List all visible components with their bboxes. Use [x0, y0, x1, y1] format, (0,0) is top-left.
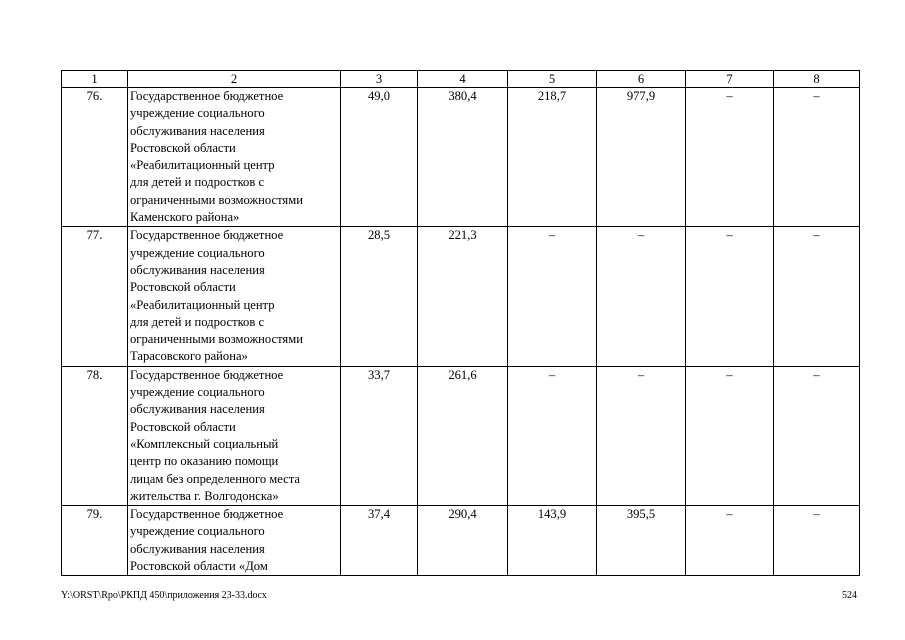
name-line: учреждение социального — [130, 385, 265, 400]
institution-name — [128, 88, 341, 227]
cell-col-6: 977,9 — [597, 88, 686, 227]
name-line: для детей и подростков с — [130, 314, 265, 329]
column-header: 1 — [62, 71, 128, 88]
name-line: Ростовской области — [130, 419, 236, 434]
column-header: 2 — [128, 71, 341, 88]
table-row — [62, 88, 860, 227]
cell-col-4: 380,4 — [418, 88, 508, 227]
data-table — [61, 70, 860, 576]
row-number: 77. — [62, 227, 128, 366]
name-line: учреждение социального — [130, 106, 265, 121]
cell-col-6: – — [597, 366, 686, 505]
name-line: учреждение социального — [130, 524, 265, 539]
page-number: 524 — [842, 590, 857, 601]
name-line: лицам без определенного места — [130, 471, 300, 486]
column-header: 3 — [341, 71, 418, 88]
cell-col-4: 221,3 — [418, 227, 508, 366]
column-header: 8 — [774, 71, 860, 88]
name-line: Государственное бюджетное — [130, 367, 284, 382]
name-line: ограниченными возможностями — [130, 332, 303, 347]
name-line: жительства г. Волгодонска» — [130, 488, 279, 503]
name-line: центр по оказанию помощи — [130, 454, 279, 469]
cell-col-6: – — [597, 227, 686, 366]
cell-col-7: – — [686, 227, 774, 366]
cell-col-8: – — [774, 88, 860, 227]
name-line: Ростовской области «Дом — [130, 559, 268, 574]
name-line: ограниченными возможностями — [130, 192, 303, 207]
cell-col-7: – — [686, 506, 774, 576]
column-header: 7 — [686, 71, 774, 88]
row-number: 76. — [62, 88, 128, 227]
name-line: обслуживания населения — [130, 402, 265, 417]
footer-file-path: Y:\ORST\Rpo\РКПД 450\приложения 23-33.docx — [61, 590, 267, 601]
institution-name — [128, 227, 341, 366]
name-line: Государственное бюджетное — [130, 89, 284, 103]
cell-col-5: 143,9 — [508, 506, 597, 576]
table-header-row — [62, 71, 860, 88]
name-line: обслуживания населения — [130, 541, 265, 556]
cell-col-5: – — [508, 227, 597, 366]
name-line: «Реабилитационный центр — [130, 297, 275, 312]
name-line: Тарасовского района» — [130, 349, 248, 364]
name-line: Государственное бюджетное — [130, 507, 284, 522]
name-line: Государственное бюджетное — [130, 228, 284, 243]
name-line: обслуживания населения — [130, 123, 265, 138]
cell-col-8: – — [774, 366, 860, 505]
row-number: 78. — [62, 366, 128, 505]
cell-col-6: 395,5 — [597, 506, 686, 576]
name-line: Ростовской области — [130, 280, 236, 295]
name-line: учреждение социального — [130, 245, 265, 260]
table-row — [62, 227, 860, 366]
cell-col-5: 218,7 — [508, 88, 597, 227]
name-line: для детей и подростков с — [130, 175, 265, 190]
cell-col-7: – — [686, 88, 774, 227]
column-header: 6 — [597, 71, 686, 88]
cell-col-3: 49,0 — [341, 88, 418, 227]
cell-col-7: – — [686, 366, 774, 505]
cell-col-5: – — [508, 366, 597, 505]
cell-col-4: 290,4 — [418, 506, 508, 576]
cell-col-3: 33,7 — [341, 366, 418, 505]
cell-col-3: 28,5 — [341, 227, 418, 366]
name-line: обслуживания населения — [130, 262, 265, 277]
table-row — [62, 506, 860, 576]
name-line: Каменского района» — [130, 210, 240, 225]
cell-col-3: 37,4 — [341, 506, 418, 576]
row-number: 79. — [62, 506, 128, 576]
column-header: 5 — [508, 71, 597, 88]
name-line: «Комплексный социальный — [130, 436, 279, 451]
cell-col-8: – — [774, 227, 860, 366]
table-row — [62, 366, 860, 505]
cell-col-4: 261,6 — [418, 366, 508, 505]
column-header: 4 — [418, 71, 508, 88]
name-line: «Реабилитационный центр — [130, 158, 275, 173]
institution-name — [128, 506, 341, 576]
institution-name — [128, 366, 341, 505]
name-line: Ростовской области — [130, 140, 236, 155]
cell-col-8: – — [774, 506, 860, 576]
